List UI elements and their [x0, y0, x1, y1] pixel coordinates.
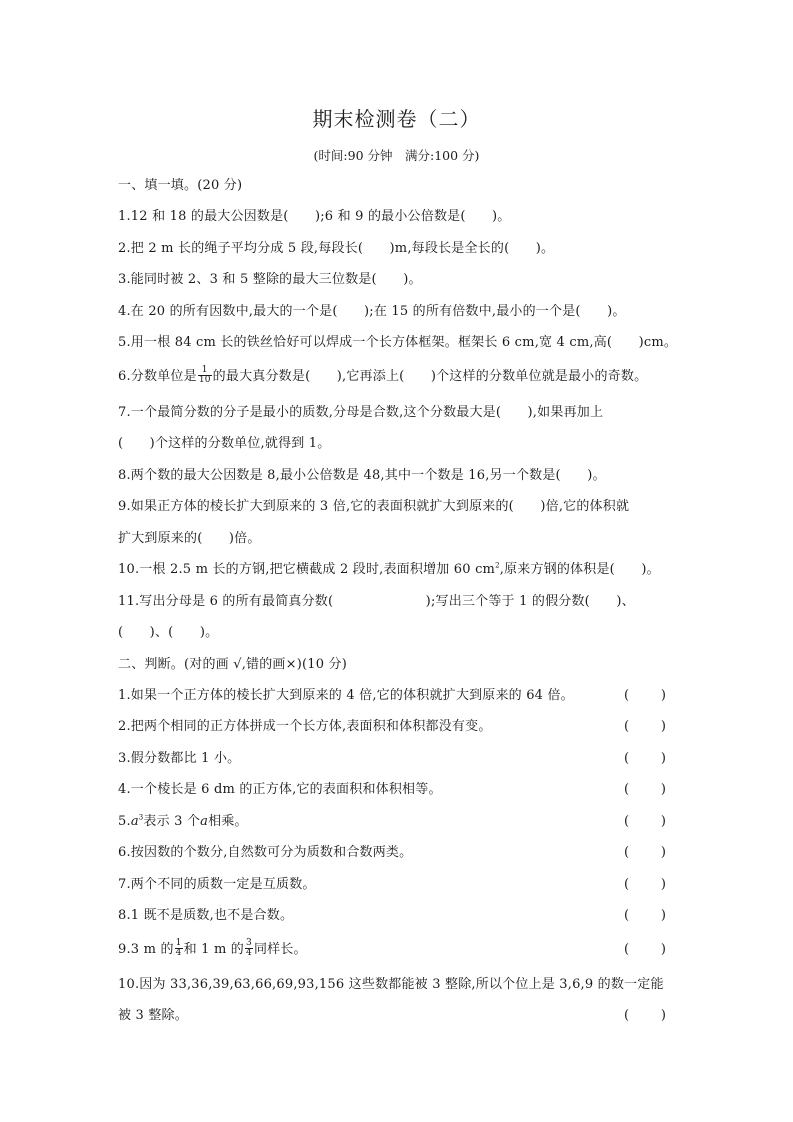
paren-close: ): [660, 877, 666, 892]
section-1-heading: 一、填一填。(20 分): [118, 178, 243, 193]
paren-open: (: [624, 751, 630, 766]
fill-item-2: 2.把 2 m 长的绳子平均分成 5 段,每段长( )m,每段长是全长的( )。: [118, 241, 555, 256]
paren-open: (: [624, 688, 630, 703]
paren-close: ): [660, 908, 666, 923]
paren-open: (: [624, 719, 630, 734]
variable-a: a: [200, 814, 209, 829]
fill-item-5: 5.用一根 84 cm 长的铁丝恰好可以焊成一个长方体框架。框架长 6 cm,宽 4 cm,高( )cm。: [118, 335, 678, 350]
superscript: 2: [495, 561, 500, 570]
superscript: 3: [138, 813, 144, 822]
fraction-numerator: 3: [246, 938, 252, 948]
fill-item-10: [118, 561, 660, 579]
judge-item-10-continuation: 被 3 整除。: [118, 1008, 188, 1023]
answer-blank-5[interactable]: [624, 813, 666, 831]
judge-item-9: [118, 940, 307, 959]
fill-item-6: [118, 367, 647, 386]
fill-item-3: 3.能同时被 2、3 和 5 整除的最大三位数是( )。: [118, 272, 422, 287]
paren-open: (: [624, 942, 630, 957]
fill-item-10-prefix: 10.一根 2.5 m 长的方钢,把它横截成 2 段时,表面积增加 60 cm: [118, 562, 496, 577]
fill-item-9-continuation: 扩大到原来的( )倍。: [118, 531, 261, 546]
fill-item-9: 9.如果正方体的棱长扩大到原来的 3 倍,它的表面积就扩大到原来的( )倍,它的体积就: [118, 499, 630, 514]
paren-open: (: [624, 877, 630, 892]
paren-open: (: [624, 782, 630, 797]
judge-item-3: 3.假分数都比 1 小。: [118, 751, 241, 766]
judge-item-9-mid: 和 1 m 的: [183, 942, 245, 957]
fill-item-11-continuation: ( )、( )。: [118, 625, 219, 640]
judge-item-7: 7.两个不同的质数一定是互质数。: [118, 877, 316, 892]
fraction-denominator: 4: [175, 948, 182, 958]
paren-close: ): [660, 814, 666, 829]
variable-a: a: [130, 814, 139, 829]
judge-item-5-suffix: 相乘。: [208, 814, 248, 829]
paren-close: ): [660, 942, 666, 957]
answer-blank-4[interactable]: [624, 781, 666, 799]
judge-item-9-suffix: 同样长。: [253, 942, 307, 957]
answer-blank-2[interactable]: [624, 718, 666, 736]
judge-item-6: 6.按因数的个数分,自然数可分为质数和合数两类。: [118, 845, 413, 860]
answer-blank-10[interactable]: [624, 1007, 666, 1025]
judge-item-10: 10.因为 33,36,39,63,66,69,93,156 这些数都能被 3 整除,所以个位上是 3,6,9 的数一定能: [118, 977, 664, 992]
judge-item-5-mid: 表示 3 个: [143, 814, 201, 829]
fraction-numerator: 1: [175, 938, 182, 948]
judge-item-4: 4.一个棱长是 6 dm 的正方体,它的表面积和体积相等。: [118, 782, 442, 797]
fraction-denominator: 4: [246, 948, 252, 958]
paren-close: ): [660, 688, 666, 703]
fill-item-6-prefix: 6.分数单位是: [118, 369, 197, 384]
fill-item-10-suffix: ,原来方钢的体积是( )。: [499, 562, 660, 577]
answer-blank-7[interactable]: [624, 876, 666, 894]
paren-close: ): [660, 845, 666, 860]
fill-item-1: 1.12 和 18 的最大公因数是( );6 和 9 的最小公倍数是( )。: [118, 209, 511, 224]
fraction-numerator: 1: [198, 366, 212, 376]
paren-close: ): [660, 782, 666, 797]
paren-close: ): [660, 751, 666, 766]
judge-item-5-prefix: 5.: [118, 814, 131, 829]
judge-item-1: 1.如果一个正方体的棱长扩大到原来的 4 倍,它的体积就扩大到原来的 64 倍。: [118, 688, 574, 703]
paren-open: (: [624, 908, 630, 923]
paren-open: (: [624, 814, 630, 829]
paren-close: ): [660, 1008, 666, 1023]
fraction-three-quarters: [245, 939, 253, 958]
answer-blank-1[interactable]: [624, 687, 666, 705]
exam-info: (时间:90 分钟 满分:100 分): [313, 148, 480, 163]
fill-item-6-suffix: 的最大真分数是( ),它再添上( )个这样的分数单位就是最小的奇数。: [212, 369, 648, 384]
answer-blank-9[interactable]: [624, 941, 666, 959]
paren-open: (: [624, 1008, 630, 1023]
fill-item-8: 8.两个数的最大公因数是 8,最小公倍数是 48,其中一个数是 16,另一个数是( )。: [118, 468, 606, 483]
fraction-denominator: 10: [198, 375, 211, 385]
fill-item-7: 7.一个最简分数的分子是最小的质数,分母是合数,这个分数最大是( ),如果再加上: [118, 405, 604, 420]
judge-item-8: 8.1 既不是质数,也不是合数。: [118, 908, 294, 923]
fill-item-4: 4.在 20 的所有因数中,最大的一个是( );在 15 的所有倍数中,最小的一个是( )。: [118, 304, 626, 319]
judge-item-5: [118, 813, 248, 831]
page-title: 期末检测卷（二）: [312, 107, 481, 131]
paren-open: (: [624, 845, 630, 860]
answer-blank-8[interactable]: [624, 907, 666, 925]
fraction-one-quarter: [175, 939, 183, 958]
paren-close: ): [660, 719, 666, 734]
fraction-one-tenth: [198, 366, 212, 385]
answer-blank-3[interactable]: [624, 750, 666, 768]
fill-item-7-continuation: ( )个这样的分数单位,就得到 1。: [118, 436, 331, 451]
judge-item-2: 2.把两个相同的正方体拼成一个长方体,表面积和体积都没有变。: [118, 719, 492, 734]
judge-item-9-prefix: 9.3 m 的: [118, 942, 174, 957]
section-2-heading: 二、判断。(对的画 √,错的画×)(10 分): [118, 657, 348, 672]
fill-item-11: 11.写出分母是 6 的所有最简真分数( );写出三个等于 1 的假分数( )、: [118, 594, 635, 609]
answer-blank-6[interactable]: [624, 844, 666, 862]
